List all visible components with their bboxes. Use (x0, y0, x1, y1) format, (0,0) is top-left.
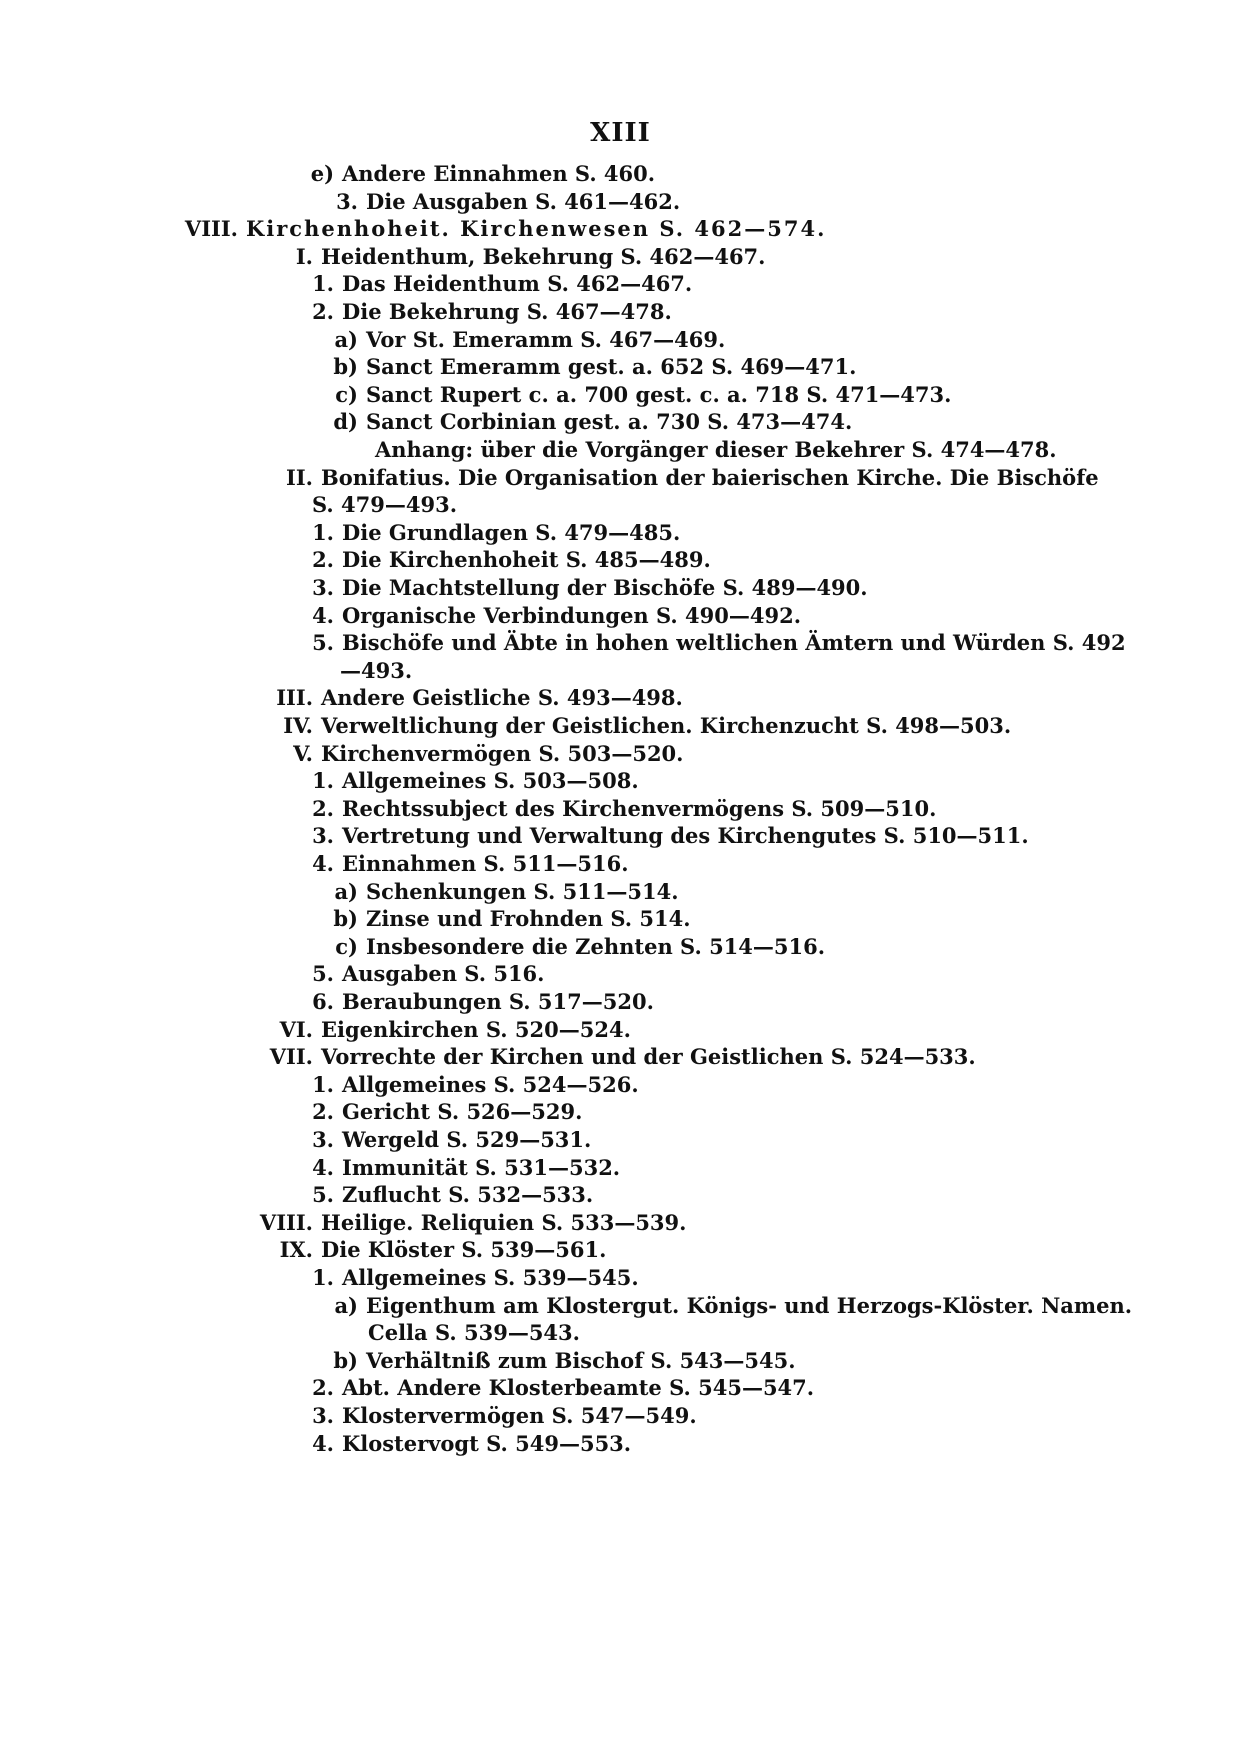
toc-entry (294, 298, 672, 326)
toc-entry-text: Zinse und Frohnden S. 514. (366, 906, 691, 932)
toc-entry-number: 3. (312, 1403, 334, 1428)
toc-entry-text: Allgemeines S. 524—526. (342, 1071, 639, 1097)
toc-entry (294, 629, 1126, 657)
toc-entry-number: 4. (312, 1430, 334, 1456)
toc-entry (294, 767, 639, 795)
toc-entry-number: IV. (283, 713, 313, 738)
toc-entry (294, 795, 936, 823)
toc-entry-number: 4. (312, 851, 334, 876)
toc-entry-number: VIII. (259, 1209, 313, 1235)
toc-entry-text: Sanct Rupert c. a. 700 gest. c. a. 718 S. 471—473. (366, 381, 952, 407)
toc-entry (318, 1347, 796, 1375)
toc-entry-number: 4. (312, 1154, 334, 1180)
toc-entry (253, 1043, 976, 1071)
toc-entry-text: Gericht S. 526—529. (342, 1099, 583, 1125)
toc-entry-number: 3. (312, 823, 334, 849)
toc-entry (294, 519, 680, 547)
toc-entry (318, 326, 725, 354)
toc-entry (312, 491, 457, 519)
toc-entry-number: 5. (312, 630, 334, 656)
toc-entry-text: Kirchenhoheit. Kirchenwesen S. 462—574. (246, 216, 827, 242)
toc-entry (253, 464, 1099, 492)
toc-entry-text: Die Kirchenhoheit S. 485—489. (342, 547, 711, 573)
toc-entry-number: 2. (312, 1099, 334, 1125)
toc-entry-text: Schenkungen S. 511—514. (366, 878, 679, 904)
toc-entry-text: Heilige. Reliquien S. 533—539. (321, 1209, 687, 1235)
toc-entry-number: b) (333, 906, 358, 932)
toc-entry (294, 1181, 593, 1209)
toc-entry-number: 2. (312, 795, 334, 821)
toc-entry-number: c) (335, 933, 358, 959)
toc-entry (294, 1126, 591, 1154)
toc-entry-number: b) (333, 354, 358, 380)
toc-entry-number: b) (333, 1347, 358, 1373)
toc-entry-number: VIII. (184, 216, 238, 242)
toc-entry-text: Bonifatius. Die Organisation der baierischen Kirche. Die Bischöfe (321, 464, 1099, 490)
toc-entry (253, 1016, 631, 1044)
toc-entry (294, 160, 655, 188)
toc-entry-text: Einnahmen S. 511—516. (342, 851, 629, 876)
toc-entry (253, 684, 683, 712)
toc-entry-text: Die Grundlagen S. 479—485. (342, 519, 681, 545)
toc-entry (253, 1236, 606, 1264)
toc-entry (318, 905, 691, 933)
toc-entry (318, 188, 680, 216)
toc-entry-number: 5. (312, 961, 334, 987)
toc-entry (294, 960, 544, 988)
toc-entry (294, 546, 711, 574)
toc-entry (294, 988, 654, 1016)
toc-entry-number: 6. (312, 989, 334, 1014)
toc-entry-text: Die Klöster S. 539—561. (321, 1237, 607, 1263)
toc-entry-text: Kirchenvermögen S. 503—520. (321, 740, 684, 766)
toc-entry (318, 878, 679, 906)
toc-entry-number: e) (310, 161, 334, 186)
toc-entry-number: 4. (312, 602, 334, 628)
toc-entry-number: 1. (312, 1071, 334, 1097)
toc-entry-number: 3. (312, 575, 334, 600)
toc-entry (294, 1098, 582, 1126)
toc-entry (294, 1374, 814, 1402)
toc-entry-text: Vertretung und Verwaltung des Kirchengutes S. 510—511. (342, 823, 1029, 849)
toc-entry-text: Abt. Andere Klosterbeamte S. 545—547. (342, 1375, 815, 1401)
toc-entry-text: Eigenkirchen S. 520—524. (321, 1016, 631, 1042)
toc-entry-text: Allgemeines S. 539—545. (342, 1265, 639, 1290)
toc-entry-text: Immunität S. 531—532. (342, 1154, 621, 1180)
toc-entry (375, 436, 1057, 464)
toc-entry-text: Die Ausgaben S. 461—462. (366, 188, 681, 214)
toc-entry (294, 1430, 631, 1458)
toc-entry-text: Wergeld S. 529—531. (342, 1127, 592, 1152)
toc-entry-text: Heidenthum, Bekehrung S. 462—467. (321, 243, 766, 269)
toc-entry-text: Beraubungen S. 517—520. (342, 989, 654, 1014)
toc-entry-number: 3. (336, 188, 358, 214)
toc-entry-text: Klostervogt S. 549—553. (342, 1430, 632, 1456)
toc-entry (253, 1209, 686, 1237)
toc-entry-number: 1. (312, 271, 334, 297)
toc-entry-number: III. (276, 685, 313, 711)
toc-entry (294, 1071, 639, 1099)
toc-entry (294, 850, 629, 878)
toc-entry-number: VI. (279, 1016, 313, 1042)
toc-entry-number: 1. (312, 519, 334, 545)
toc-entry-text: Andere Geistliche S. 493—498. (321, 685, 683, 711)
toc-entry-text: Eigenthum am Klostergut. Königs- und Herzogs-Klöster. Namen. (366, 1292, 1133, 1318)
toc-entry-number: VII. (269, 1044, 313, 1070)
toc-entry (294, 1154, 620, 1182)
toc-entry-number: a) (334, 878, 358, 904)
toc-entry-text: Andere Einnahmen S. 460. (342, 161, 656, 186)
toc-entry-number: 2. (312, 547, 334, 573)
toc-entry (318, 381, 951, 409)
toc-entry-text: Rechtssubject des Kirchenvermögens S. 509—510. (342, 795, 937, 821)
toc-entry-number: 3. (312, 1127, 334, 1152)
toc-entry (294, 270, 692, 298)
toc-entry (318, 408, 852, 436)
toc-entry (253, 740, 683, 768)
toc-entry-number: I. (295, 243, 313, 269)
toc-entry-number: 2. (312, 1375, 334, 1401)
toc-entry-text: Das Heidenthum S. 462—467. (342, 271, 693, 297)
toc-entry-number: V. (293, 740, 313, 766)
toc-entry (368, 1319, 580, 1347)
toc-entry-text: Insbesondere die Zehnten S. 514—516. (366, 933, 826, 959)
toc-entry-number: II. (286, 464, 313, 490)
toc-entry-text: Zuflucht S. 532—533. (342, 1182, 594, 1208)
toc-entry-text: Ausgaben S. 516. (342, 961, 545, 987)
toc-entry-text: S. 479—493. (312, 492, 458, 518)
toc-entry (168, 215, 826, 243)
toc-entry-number: 2. (312, 299, 334, 324)
toc-entry (294, 822, 1029, 850)
toc-entry (294, 602, 801, 630)
toc-entry (294, 574, 868, 602)
toc-entry (253, 243, 765, 271)
toc-entry-text: Organische Verbindungen S. 490—492. (342, 602, 802, 628)
toc-entry (340, 657, 412, 685)
toc-entry-text: Sanct Corbinian gest. a. 730 S. 473—474. (366, 409, 853, 435)
toc-entry-text: Verweltlichung der Geistlichen. Kirchenzucht S. 498—503. (321, 713, 1012, 738)
toc-entry-number: 1. (312, 1265, 334, 1290)
toc-entry-text: Allgemeines S. 503—508. (342, 768, 639, 794)
toc-entry-number: a) (334, 1292, 358, 1318)
toc-entry (318, 933, 825, 961)
toc-entry-text: Vorrechte der Kirchen und der Geistlichen S. 524—533. (321, 1044, 976, 1070)
toc-entry-number: a) (334, 326, 358, 352)
toc-entry-text: Anhang: über die Vorgänger dieser Bekehrer S. 474—478. (375, 437, 1057, 462)
toc-entry-text: Vor St. Emeramm S. 467—469. (366, 326, 726, 352)
toc-entry (253, 712, 1011, 740)
toc-entry-text: Klostervermögen S. 547—549. (342, 1403, 697, 1428)
toc-entry-number: c) (335, 381, 358, 407)
toc-entry-number: IX. (279, 1237, 313, 1263)
toc-entry-text: Sanct Emeramm gest. a. 652 S. 469—471. (366, 354, 857, 380)
toc-entry-text: Verhältniß zum Bischof S. 543—545. (366, 1347, 796, 1373)
toc-entry-text: Die Bekehrung S. 467—478. (342, 299, 672, 324)
toc-entry-number: 5. (312, 1182, 334, 1208)
toc-entry (318, 1292, 1132, 1320)
toc-entry (294, 1264, 639, 1292)
toc-entry-number: 1. (312, 768, 334, 794)
toc-entry-text: —493. (340, 657, 413, 683)
toc-entry (294, 1402, 697, 1430)
toc-entry-text: Bischöfe und Äbte in hohen weltlichen Ämtern und Würden S. 492 (342, 630, 1126, 656)
toc-entry (318, 353, 856, 381)
toc-entry-text: Die Machtstellung der Bischöfe S. 489—490. (342, 575, 868, 600)
page-number: XIII (590, 118, 651, 148)
toc-entry-text: Cella S. 539—543. (368, 1320, 580, 1346)
toc-entry-number: d) (333, 409, 358, 435)
